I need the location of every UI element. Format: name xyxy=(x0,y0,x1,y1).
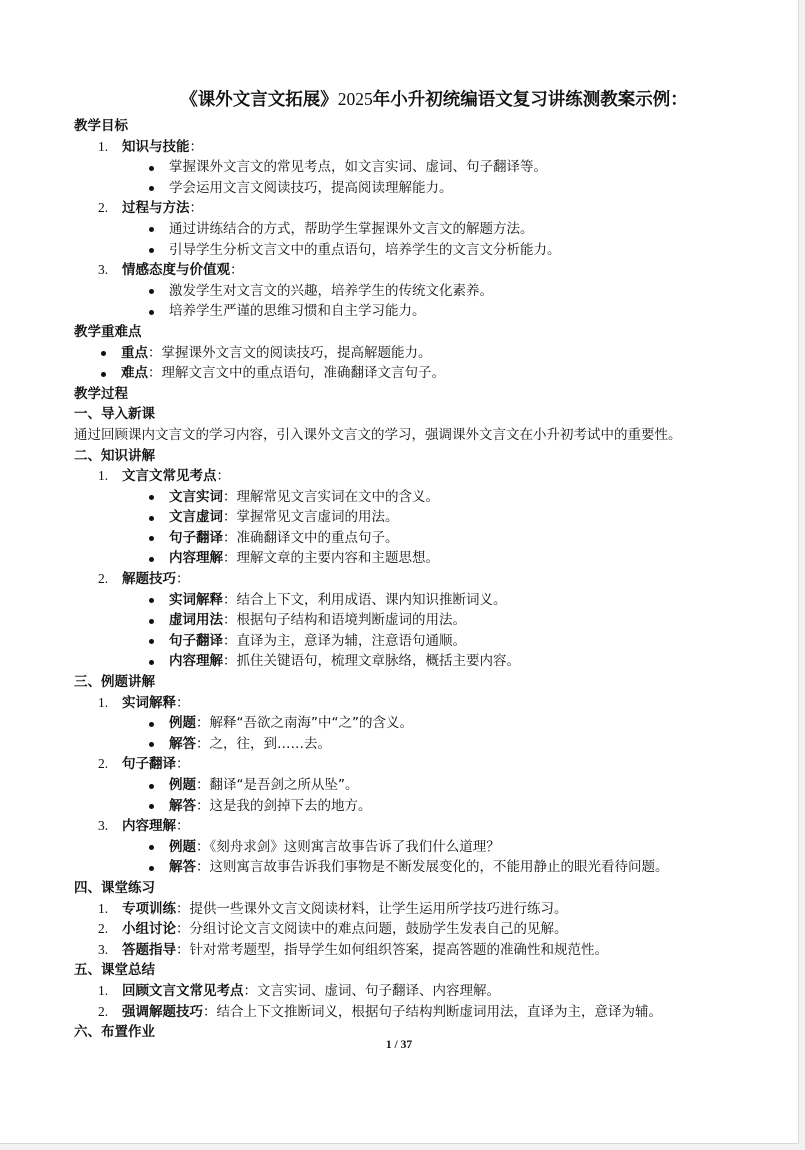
goal-bullet: 掌握课外文言文的常见考点，如文言实词、虚词、句子翻译等。 xyxy=(74,157,794,178)
bullet-icon xyxy=(149,784,154,789)
bullet-icon xyxy=(149,845,154,850)
practice-item: 1. 专项训练：提供一些课外文言文阅读材料，让学生运用所学技巧进行练习。 xyxy=(98,900,568,917)
example-bullet: 例题：解释“吾欲之南海”中“之”的含义。 xyxy=(74,713,794,734)
subsection-heading-homework: 六、布置作业 xyxy=(74,1024,155,1041)
example-bullet: 解答：之，往，到……去。 xyxy=(74,734,794,755)
subsection-heading-knowledge: 二、知识讲解 xyxy=(74,447,155,464)
bullet-icon xyxy=(149,516,154,521)
bullet-icon xyxy=(101,372,106,377)
example-item-2: 2. 句子翻译： xyxy=(98,756,190,773)
section-heading-keypoints: 教学重难点 xyxy=(74,323,142,340)
goal-bullet: 培养学生严谨的思维习惯和自主学习能力。 xyxy=(74,301,794,322)
summary-item: 1. 回顾文言文常见考点：文言实词、虚词、句子翻译、内容理解。 xyxy=(98,982,500,999)
knowledge-bullet: 内容理解：抓住关键语句，梳理文章脉络，概括主要内容。 xyxy=(74,651,794,672)
bullet-icon xyxy=(149,619,154,624)
example-bullet: 例题：《刻舟求剑》这则寓言故事告诉了我们什么道理？ xyxy=(74,837,794,858)
subsection-heading-intro: 一、导入新课 xyxy=(74,406,155,423)
knowledge-bullet: 虚词用法：根据句子结构和语境判断虚词的用法。 xyxy=(74,610,794,631)
knowledge-item-2: 2. 解题技巧： xyxy=(98,571,190,588)
keypoint-item: 重点：掌握课外文言文的阅读技巧，提高解题能力。 xyxy=(74,343,794,364)
bullet-icon xyxy=(149,722,154,727)
document-title: 《课外文言文拓展》2025年小升初统编语文复习讲练测教案示例： xyxy=(180,89,688,110)
goal-bullet: 引导学生分析文言文中的重点语句，培养学生的文言文分析能力。 xyxy=(74,240,794,261)
bullet-icon xyxy=(149,866,154,871)
bullet-icon xyxy=(149,660,154,665)
knowledge-bullet: 句子翻译：直译为主，意译为辅，注意语句通顺。 xyxy=(74,631,794,652)
document-body xyxy=(74,86,794,1043)
knowledge-bullet: 文言实词：理解常见文言实词在文中的含义。 xyxy=(74,487,794,508)
goal-item-1: 1. 知识与技能： xyxy=(98,138,203,155)
knowledge-bullet: 内容理解：理解文章的主要内容和主题思想。 xyxy=(74,548,794,569)
bullet-icon xyxy=(149,186,154,191)
bullet-icon xyxy=(149,310,154,315)
goal-bullet: 激发学生对文言文的兴趣，培养学生的传统文化素养。 xyxy=(74,281,794,302)
example-bullet: 例题：翻译“是吾剑之所从坠”。 xyxy=(74,775,794,796)
goal-item-3: 3. 情感态度与价值观： xyxy=(98,262,244,279)
bullet-icon xyxy=(149,598,154,603)
bullet-icon xyxy=(149,166,154,171)
bullet-icon xyxy=(149,557,154,562)
bullet-icon xyxy=(149,248,154,253)
page-number: 1 / 37 xyxy=(385,1039,413,1051)
bullet-icon xyxy=(149,639,154,644)
example-item-3: 3. 内容理解： xyxy=(98,818,190,835)
goal-bullet: 学会运用文言文阅读技巧，提高阅读理解能力。 xyxy=(74,178,794,199)
practice-item: 2. 小组讨论：分组讨论文言文阅读中的难点问题，鼓励学生发表自己的见解。 xyxy=(98,921,568,938)
subsection-heading-summary: 五、课堂总结 xyxy=(74,962,155,979)
bullet-icon xyxy=(149,227,154,232)
section-heading-process: 教学过程 xyxy=(74,385,128,402)
practice-item: 3. 答题指导：针对常考题型，指导学生如何组织答案，提高答题的准确性和规范性。 xyxy=(98,941,608,958)
knowledge-bullet: 句子翻译：准确翻译文中的重点句子。 xyxy=(74,528,794,549)
knowledge-bullet: 文言虚词：掌握常见文言虚词的用法。 xyxy=(74,507,794,528)
subsection-heading-practice: 四、课堂练习 xyxy=(74,879,155,896)
paragraph-intro: 通过回顾课内文言文的学习内容，引入课外文言文的学习，强调课外文言文在小升初考试中的重要性。 xyxy=(74,426,682,443)
example-item-1: 1. 实词解释： xyxy=(98,694,190,711)
example-bullet: 解答：这是我的剑掉下去的地方。 xyxy=(74,796,794,817)
keypoint-item: 难点：理解文言文中的重点语句，准确翻译文言句子。 xyxy=(74,363,794,384)
knowledge-item-1: 1. 文言文常见考点： xyxy=(98,468,230,485)
bullet-icon xyxy=(101,351,106,356)
bullet-icon xyxy=(149,289,154,294)
goal-bullet: 通过讲练结合的方式，帮助学生掌握课外文言文的解题方法。 xyxy=(74,219,794,240)
bullet-icon xyxy=(149,495,154,500)
knowledge-bullet: 实词解释：结合上下文，利用成语、课内知识推断词义。 xyxy=(74,590,794,611)
section-heading-goals: 教学目标 xyxy=(74,118,128,134)
goal-item-2: 2. 过程与方法： xyxy=(98,200,203,217)
bullet-icon xyxy=(149,804,154,809)
summary-item: 2. 强调解题技巧：结合上下文推断词义，根据句子结构判断虚词用法，直译为主，意译为辅。 xyxy=(98,1003,662,1020)
bullet-icon xyxy=(149,536,154,541)
bullet-icon xyxy=(149,742,154,747)
subsection-heading-examples: 三、例题讲解 xyxy=(74,674,155,691)
example-bullet: 解答：这则寓言故事告诉我们事物是不断发展变化的，不能用静止的眼光看待问题。 xyxy=(74,857,794,878)
